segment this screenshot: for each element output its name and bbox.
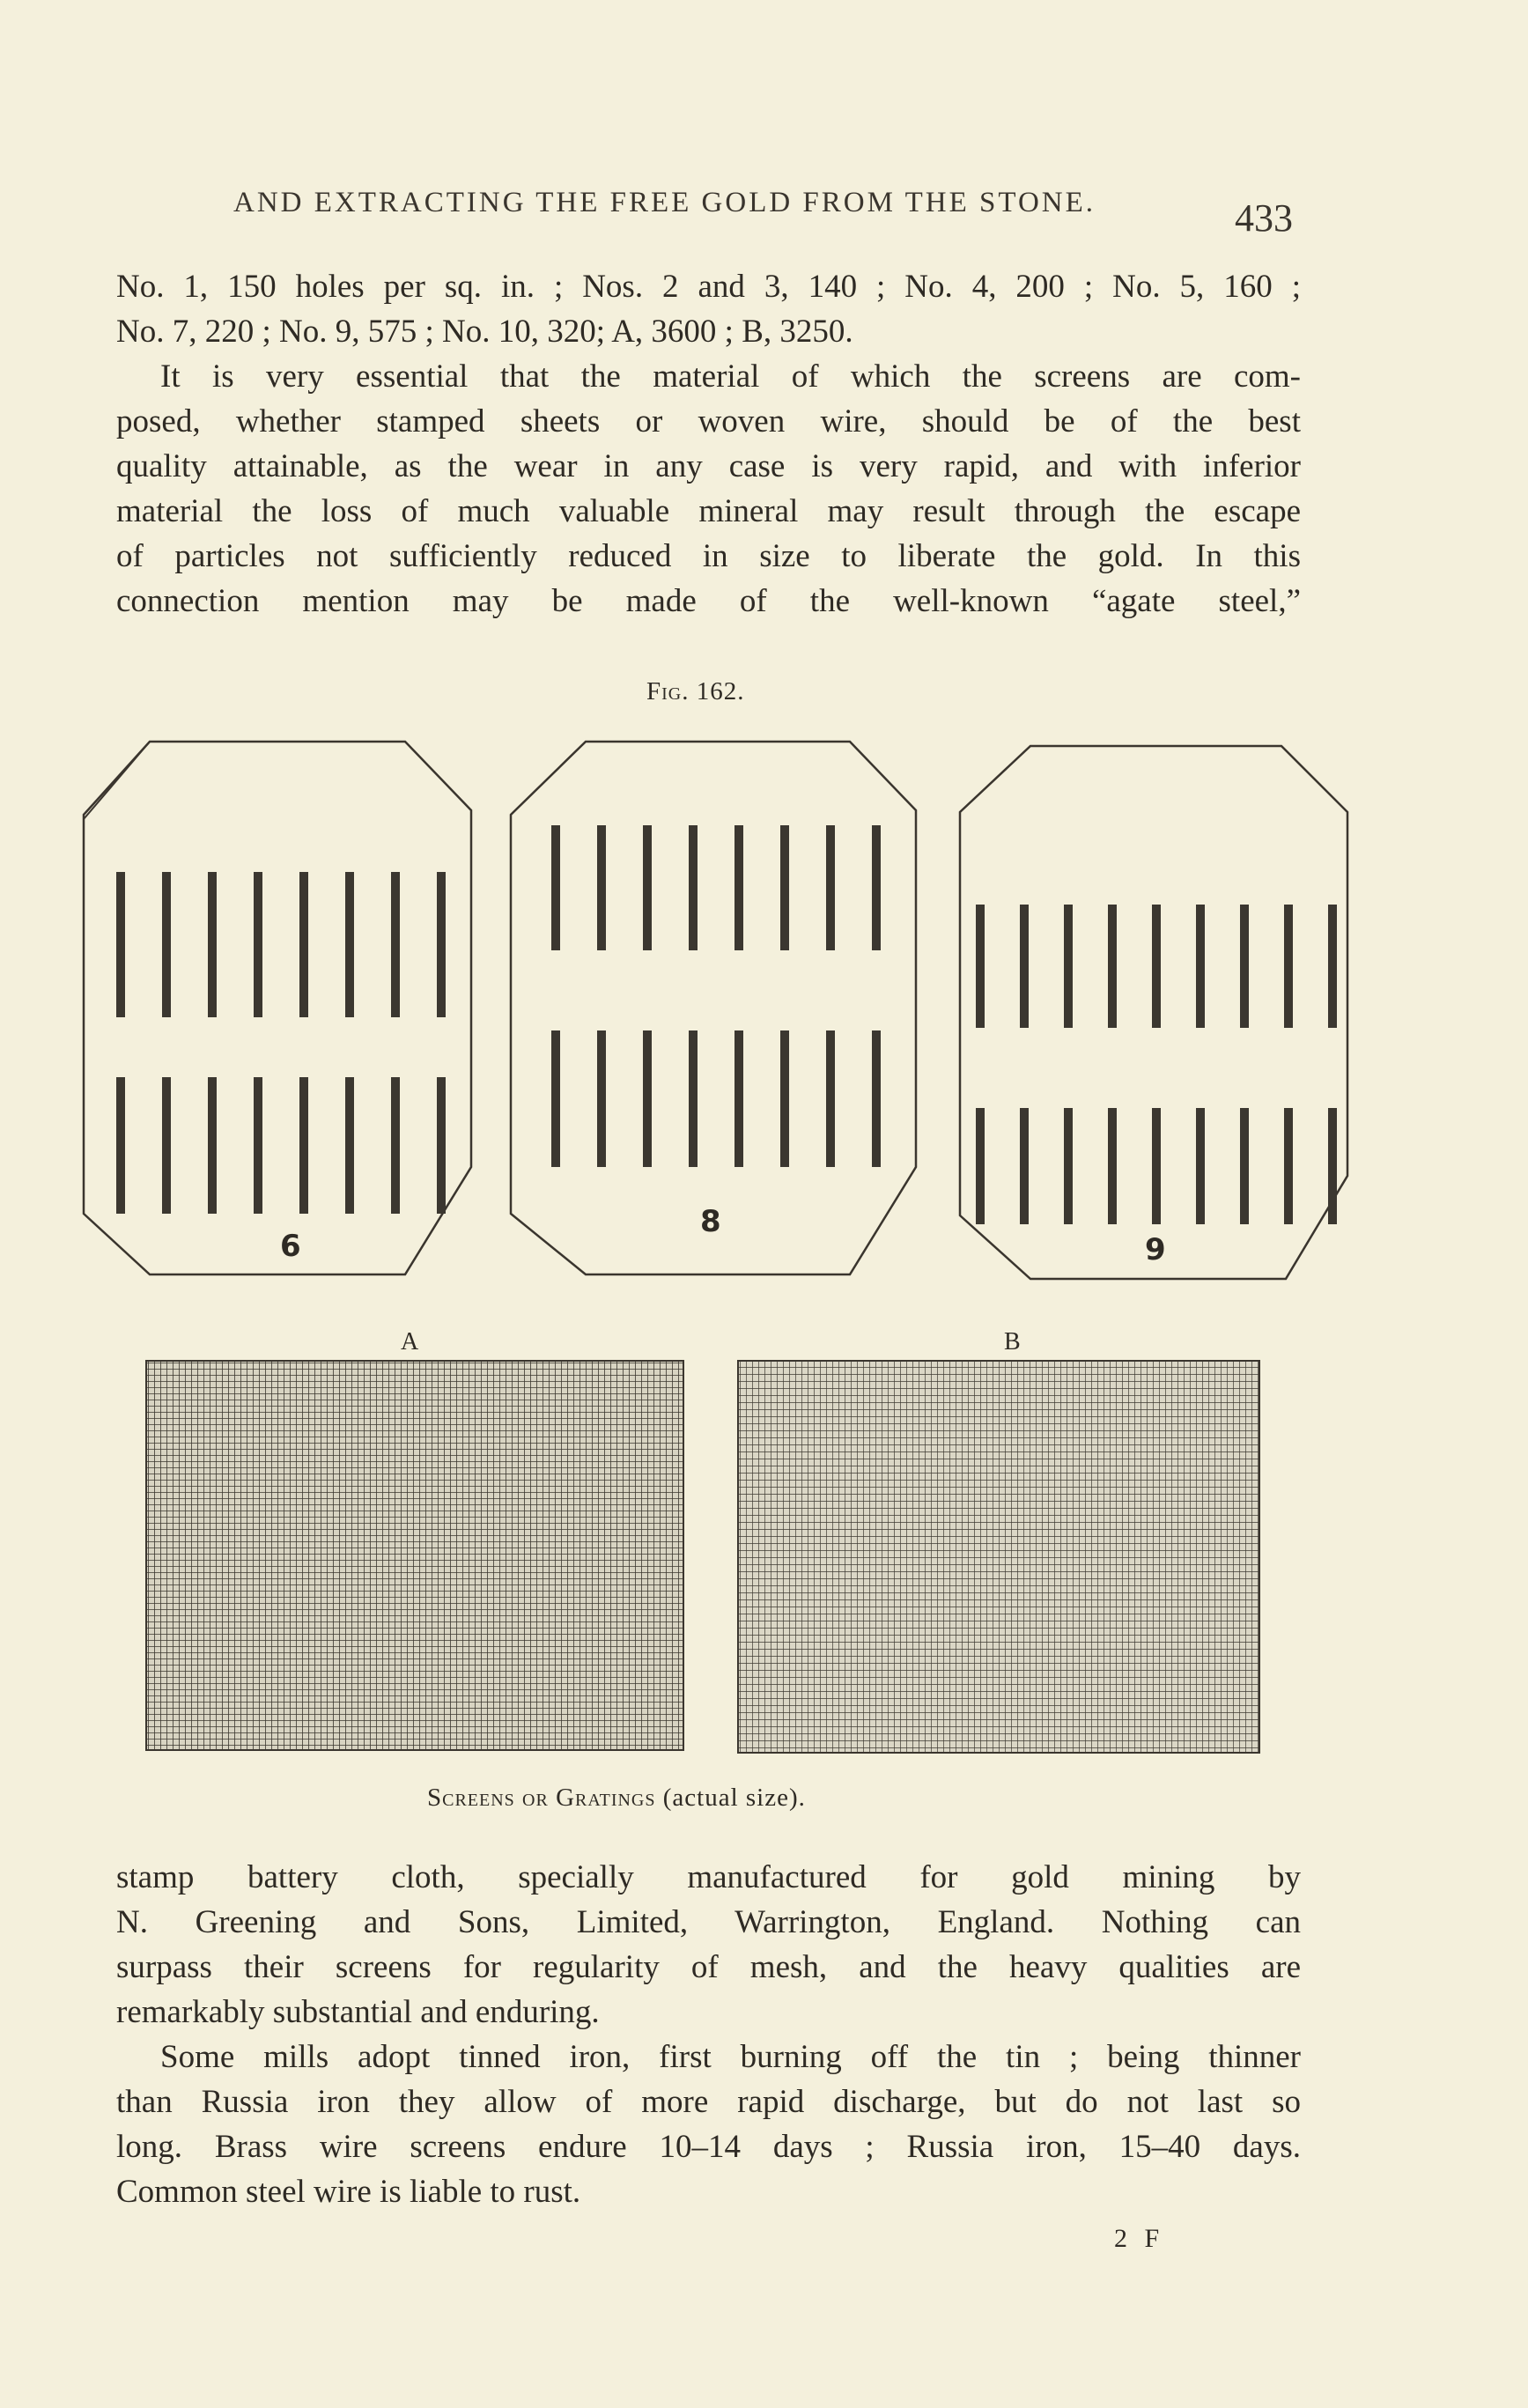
figure-caption — [427, 1784, 806, 1813]
screen-slot — [976, 1108, 985, 1224]
screen-slot — [437, 872, 446, 1017]
text-line: N. Greening and Sons, Limited, Warrington, England. Nothing can — [116, 1904, 1301, 1940]
text-line: material the loss of much valuable mineral may result through the escape — [116, 493, 1301, 529]
text-line: quality attainable, as the wear in any case is very rapid, and with inferior — [116, 448, 1301, 484]
screen-slot — [1328, 1108, 1337, 1224]
screen-slot — [1108, 905, 1117, 1028]
screen-slot — [734, 1030, 743, 1167]
screen-slot — [162, 1077, 171, 1214]
paragraph-mills — [116, 2035, 1301, 2214]
text-line: remarkably substantial and enduring. — [116, 1994, 600, 2030]
screen-slot — [780, 825, 789, 950]
signature-mark: 2 F — [1114, 2224, 1165, 2253]
mesh-a — [146, 1361, 683, 1750]
screen-slot — [1284, 905, 1293, 1028]
screen-slot — [597, 1030, 606, 1167]
figure-label: Fig. 162. — [646, 677, 745, 705]
screen-slot — [1020, 905, 1029, 1028]
screen-slot — [826, 1030, 835, 1167]
text-line: posed, whether stamped sheets or woven wire, should be of the best — [116, 403, 1301, 439]
mesh-a-label: A — [401, 1328, 419, 1355]
screen-slot — [1064, 905, 1073, 1028]
screen-8-outline — [511, 742, 916, 1274]
text-line: Some mills adopt tinned iron, first burning off the tin ; being thinner — [160, 2039, 1301, 2075]
screen-8-label: 8 — [700, 1204, 721, 1239]
screen-slot — [551, 1030, 560, 1167]
screen-8-slots — [551, 825, 881, 1167]
text-line: It is very essential that the material of which the screens are com- — [160, 358, 1301, 395]
screen-slot — [643, 1030, 652, 1167]
screen-slot — [391, 872, 400, 1017]
text-line: long. Brass wire screens endure 10–14 days ; Russia iron, 15–40 days. — [116, 2129, 1301, 2165]
screen-slot — [780, 1030, 789, 1167]
screen-slot — [299, 872, 308, 1017]
text-line: of particles not sufficiently reduced in size to liberate the gold. In this — [116, 538, 1301, 574]
screen-slot — [1240, 905, 1249, 1028]
screen-6-label: 6 — [280, 1229, 301, 1264]
screen-slot — [597, 825, 606, 950]
screen-6-slots — [116, 872, 446, 1214]
screen-slot — [1108, 1108, 1117, 1224]
screen-slot — [345, 1077, 354, 1214]
caption-note: (actual size). — [662, 1784, 806, 1812]
caption-main: Screens or Gratings — [427, 1784, 656, 1812]
screen-8 — [511, 742, 916, 1274]
screen-slot — [1196, 905, 1205, 1028]
screen-slot — [437, 1077, 446, 1214]
paragraph-greening — [116, 1855, 1301, 2035]
text-line: No. 7, 220 ; No. 9, 575 ; No. 10, 320; A, 3600 ; B, 3250. — [116, 314, 853, 350]
screen-slot — [872, 825, 881, 950]
screen-slot — [345, 872, 354, 1017]
text-line: No. 1, 150 holes per sq. in. ; Nos. 2 and 3, 140 ; No. 4, 200 ; No. 5, 160 ; — [116, 269, 1301, 305]
screen-6 — [84, 742, 471, 1274]
running-header: AND EXTRACTING THE FREE GOLD FROM THE STONE. — [233, 187, 1096, 218]
screen-slot — [162, 872, 171, 1017]
screen-slot — [116, 1077, 125, 1214]
text-line: connection mention may be made of the well-known “agate steel,” — [116, 583, 1301, 619]
screen-slot — [689, 1030, 698, 1167]
screen-slot — [1240, 1108, 1249, 1224]
screen-slot — [299, 1077, 308, 1214]
screen-slot — [208, 872, 217, 1017]
text-line: stamp battery cloth, specially manufactured for gold mining by — [116, 1859, 1301, 1895]
screen-slot — [1064, 1108, 1073, 1224]
screen-slot — [208, 1077, 217, 1214]
screen-slot — [734, 825, 743, 950]
text-line: surpass their screens for regularity of mesh, and the heavy qualities are — [116, 1949, 1301, 1985]
screen-slot — [116, 872, 125, 1017]
screen-9-label: 9 — [1145, 1232, 1166, 1267]
screen-slot — [1284, 1108, 1293, 1224]
page-number: 433 — [1235, 196, 1293, 240]
mesh-b — [738, 1361, 1259, 1753]
screen-slot — [826, 825, 835, 950]
screen-slot — [254, 872, 262, 1017]
screen-slot — [1152, 1108, 1161, 1224]
screen-slot — [254, 1077, 262, 1214]
screen-9 — [960, 746, 1347, 1279]
screen-slot — [872, 1030, 881, 1167]
screen-9-slots — [976, 905, 1337, 1224]
screen-slot — [1020, 1108, 1029, 1224]
screen-slot — [1152, 905, 1161, 1028]
mesh-b-label: B — [1004, 1328, 1021, 1355]
screen-slot — [643, 825, 652, 950]
screen-slot — [551, 825, 560, 950]
text-line: than Russia iron they allow of more rapid discharge, but do not last so — [116, 2084, 1301, 2120]
screen-slot — [976, 905, 985, 1028]
screen-slot — [689, 825, 698, 950]
screen-slot — [1328, 905, 1337, 1028]
screen-slot — [391, 1077, 400, 1214]
text-line: Common steel wire is liable to rust. — [116, 2174, 581, 2210]
screen-6-outline — [84, 742, 471, 1274]
screen-slot — [1196, 1108, 1205, 1224]
